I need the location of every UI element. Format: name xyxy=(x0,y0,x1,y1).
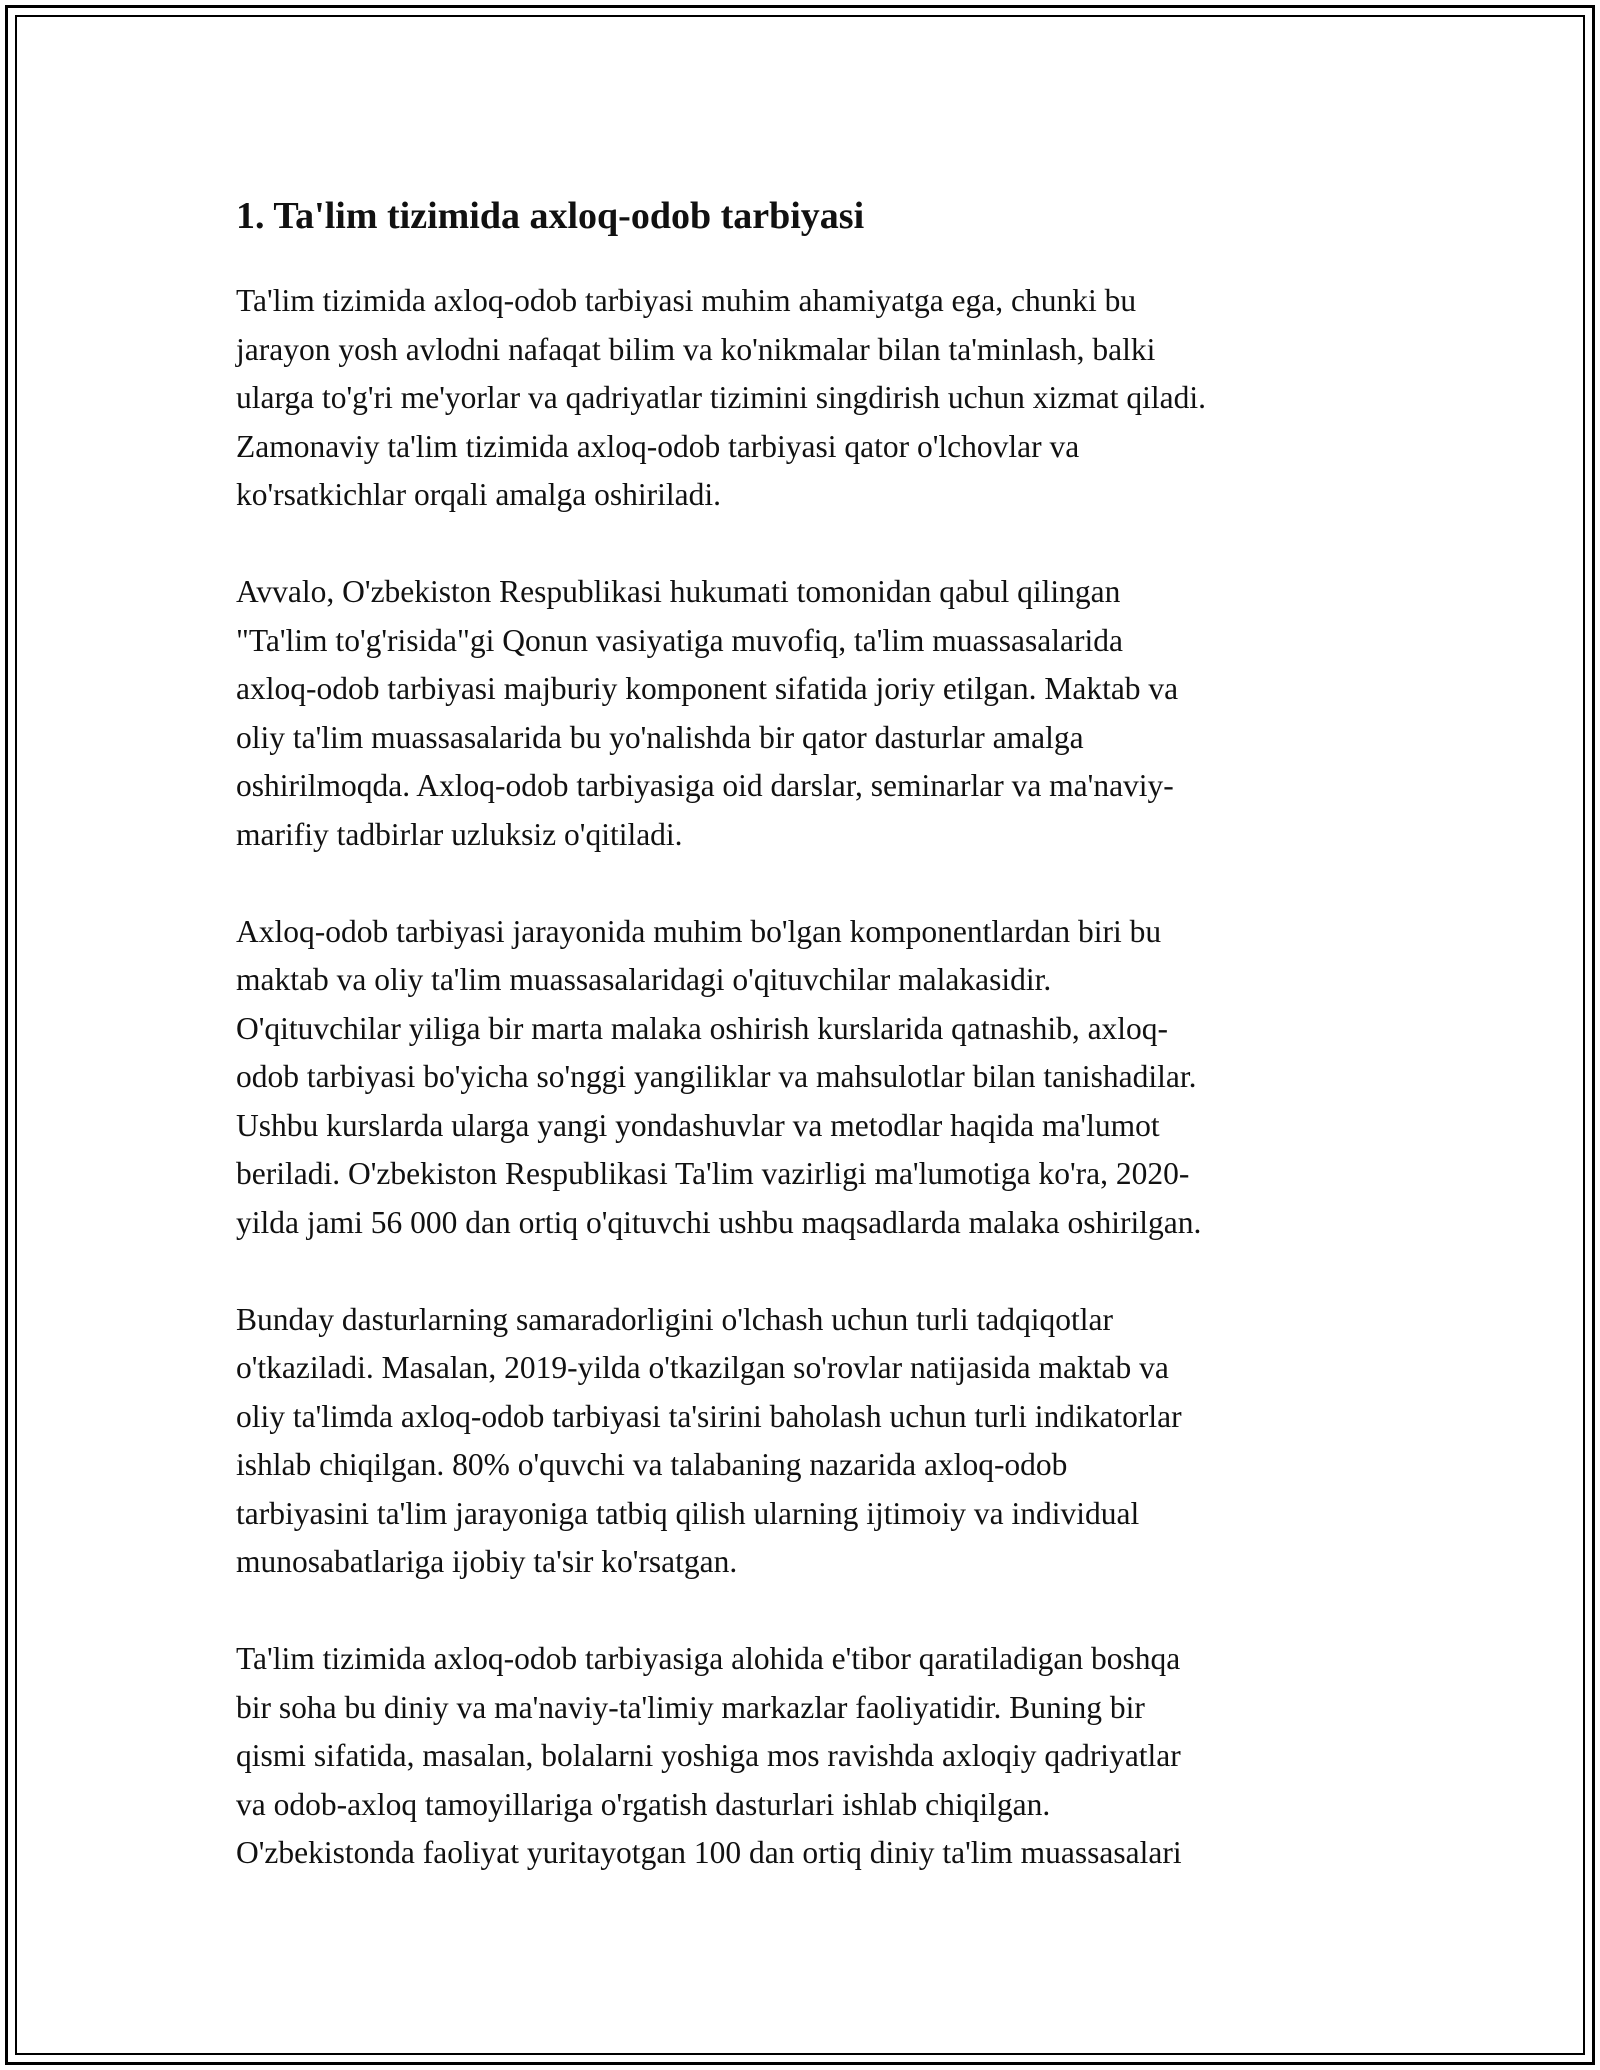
text-line: munosabatlariga ijobiy ta'sir ko'rsatgan. xyxy=(236,1544,738,1579)
text-line: jarayon yosh avlodni nafaqat bilim va ko'nikmalar bilan ta'minlash, balki xyxy=(236,331,1156,367)
text-line: Zamonaviy ta'lim tizimida axloq-odob tarbiyasi qator o'lchovlar va xyxy=(236,428,1080,464)
text-line: oliy ta'limda axloq-odob tarbiyasi ta'sirini baholash uchun turli indikatorlar xyxy=(236,1398,1182,1434)
text-line: beriladi. O'zbekiston Respublikasi Ta'lim vazirligi ma'lumotiga ko'ra, 2020- xyxy=(236,1156,1190,1191)
text-line: odob tarbiyasi bo'yicha so'nggi yangiliklar va mahsulotlar bilan tanishadilar. xyxy=(236,1059,1197,1094)
text-line: va odob-axloq tamoyillariga o'rgatish dasturlari ishlab chiqilgan. xyxy=(236,1786,1051,1822)
text-line: ishlab chiqilgan. 80% o'quvchi va talabaning nazarida axloq-odob xyxy=(236,1447,1068,1482)
text-line: ko'rsatkichlar orqali amalga oshiriladi. xyxy=(236,477,722,512)
text-line: yilda jami 56 000 dan ortiq o'qituvchi ushbu maqsadlarda malaka oshirilgan. xyxy=(236,1204,1202,1240)
text-line: marifiy tadbirlar uzluksiz o'qitiladi. xyxy=(236,816,683,852)
text-line: Axloq-odob tarbiyasi jarayonida muhim bo'lgan komponentlardan biri bu xyxy=(236,913,1162,949)
text-line: bir soha bu diniy va ma'naviy-ta'limiy markazlar faoliyatidir. Buning bir xyxy=(236,1689,1145,1725)
text-line: maktab va oliy ta'lim muassasalaridagi o'qituvchilar malakasidir. xyxy=(236,962,1052,997)
text-line: "Ta'lim to'g'risida"gi Qonun vasiyatiga muvofiq, ta'lim muassasalarida xyxy=(236,622,1123,658)
paragraph-1 xyxy=(236,277,1376,520)
paragraph-5 xyxy=(236,1635,1376,1878)
text-line: o'tkaziladi. Masalan, 2019-yilda o'tkazilgan so'rovlar natijasida maktab va xyxy=(236,1350,1169,1385)
text-line: axloq-odob tarbiyasi majburiy komponent sifatida joriy etilgan. Maktab va xyxy=(236,671,1179,706)
text-line: Ta'lim tizimida axloq-odob tarbiyasi muhim ahamiyatga ega, chunki bu xyxy=(236,283,1137,318)
text-line: qismi sifatida, masalan, bolalarni yoshiga mos ravishda axloqiy qadriyatlar xyxy=(236,1738,1181,1773)
section-heading: 1. Ta'lim tizimida axloq-odob tarbiyasi xyxy=(236,195,865,237)
text-line: tarbiyasini ta'lim jarayoniga tatbiq qilish ularning ijtimoiy va individual xyxy=(236,1495,1140,1531)
text-line: Bunday dasturlarning samaradorligini o'lchash uchun turli tadqiqotlar xyxy=(236,1301,1113,1337)
paragraph-3 xyxy=(236,908,1376,1248)
document-body xyxy=(236,185,1376,1926)
text-line: Ta'lim tizimida axloq-odob tarbiyasiga alohida e'tibor qaratiladigan boshqa xyxy=(236,1641,1181,1676)
paragraph-2 xyxy=(236,568,1376,859)
paragraph-4 xyxy=(236,1296,1376,1587)
text-line: O'qituvchilar yiliga bir marta malaka oshirish kurslarida qatnashib, axloq- xyxy=(236,1010,1169,1046)
text-line: Avvalo, O'zbekiston Respublikasi hukumati tomonidan qabul qilingan xyxy=(236,574,1121,609)
text-line: Ushbu kurslarda ularga yangi yondashuvlar va metodlar haqida ma'lumot xyxy=(236,1107,1160,1143)
text-line: oshirilmoqda. Axloq-odob tarbiyasiga oid darslar, seminarlar va ma'naviy- xyxy=(236,768,1174,803)
text-line: O'zbekistonda faoliyat yuritayotgan 100 dan ortiq diniy ta'lim muassasalari xyxy=(236,1835,1182,1870)
text-line: oliy ta'lim muassasalarida bu yo'nalishda bir qator dasturlar amalga xyxy=(236,719,1084,755)
text-line: ularga to'g'ri me'yorlar va qadriyatlar tizimini singdirish uchun xizmat qiladi. xyxy=(236,380,1206,415)
